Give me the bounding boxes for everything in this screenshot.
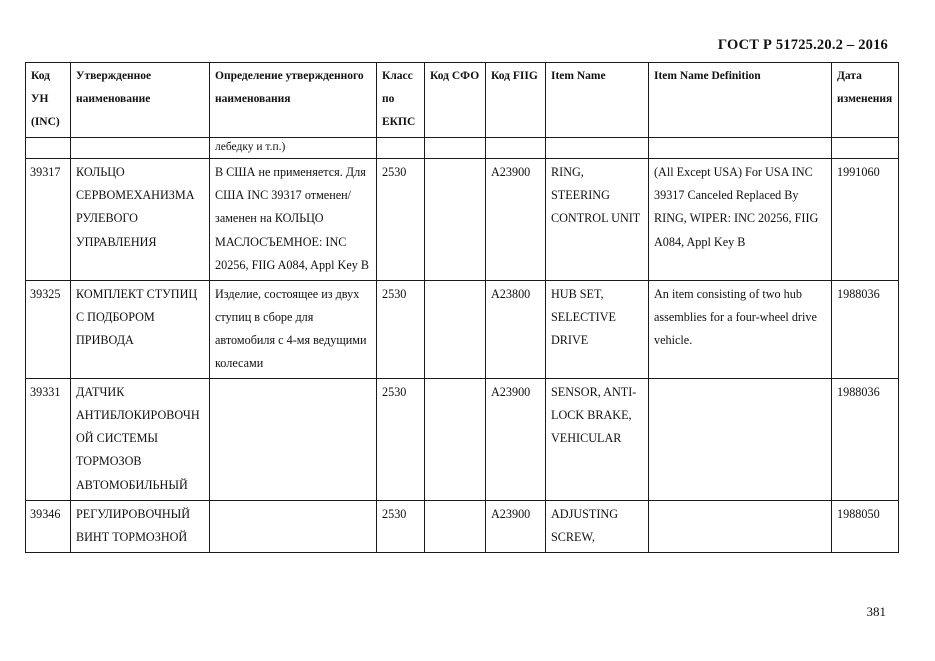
cell-change-date: 1988036 <box>832 280 899 378</box>
cell-empty <box>26 138 71 159</box>
cell-fiig-code: A23800 <box>486 280 546 378</box>
cell-code: 39317 <box>26 159 71 280</box>
cell-definition: В США не применяется. Для США INC 39317 отменен/заменен на КОЛЬЦО МАСЛОСЪЕМНОЕ: INC 20256, FIIG A084, Appl Key B <box>210 159 377 280</box>
cell-definition: лебедку и т.п.) <box>210 138 377 159</box>
cell-definition: Изделие, состоящее из двух ступиц в сборе для автомобиля с 4-мя ведущими колесами <box>210 280 377 378</box>
col-header-definition: Определение утвержденного наименования <box>210 63 377 138</box>
col-header-fiig-code: Код FIIG <box>486 63 546 138</box>
cell-approved-name: КОМПЛЕКТ СТУПИЦ С ПОДБОРОМ ПРИВОДА <box>71 280 210 378</box>
table-row <box>26 280 899 378</box>
cell-fiig-code: A23900 <box>486 500 546 552</box>
cell-change-date: 1991060 <box>832 159 899 280</box>
cell-item-name-definition <box>649 379 832 500</box>
cell-item-name: SENSOR, ANTI-LOCK BRAKE, VEHICULAR <box>546 379 649 500</box>
table-row <box>26 379 899 500</box>
cell-item-name-definition: (All Except USA) For USA INC 39317 Canceled Replaced By RING, WIPER: INC 20256, FIIG A084, Appl Key B <box>649 159 832 280</box>
col-header-code: Код УН (INC) <box>26 63 71 138</box>
cell-sfo-code <box>425 500 486 552</box>
table-row <box>26 159 899 280</box>
cell-sfo-code <box>425 379 486 500</box>
cell-approved-name: ДАТЧИК АНТИБЛОКИРОВОЧНОЙ СИСТЕМЫ ТОРМОЗОВ АВТОМОБИЛЬНЫЙ <box>71 379 210 500</box>
cell-ekps-class: 2530 <box>377 500 425 552</box>
cell-code: 39346 <box>26 500 71 552</box>
cell-sfo-code <box>425 159 486 280</box>
cell-empty <box>377 138 425 159</box>
cell-approved-name: КОЛЬЦО СЕРВОМЕХАНИЗМА РУЛЕВОГО УПРАВЛЕНИЯ <box>71 159 210 280</box>
col-header-change-date: Дата изменения <box>832 63 899 138</box>
cell-code: 39325 <box>26 280 71 378</box>
document-header: ГОСТ Р 51725.20.2 – 2016 <box>717 37 888 53</box>
cell-sfo-code <box>425 280 486 378</box>
cell-definition <box>210 500 377 552</box>
cell-fiig-code: A23900 <box>486 159 546 280</box>
col-header-item-name: Item Name <box>546 63 649 138</box>
registry-table <box>25 62 899 553</box>
cell-empty <box>832 138 899 159</box>
cell-empty <box>546 138 649 159</box>
cell-item-name-definition <box>649 500 832 552</box>
cell-fiig-code: A23900 <box>486 379 546 500</box>
col-header-approved-name: Утвержденное наименование <box>71 63 210 138</box>
cell-item-name: HUB SET, SELECTIVE DRIVE <box>546 280 649 378</box>
cell-definition <box>210 379 377 500</box>
cell-item-name: RING, STEERING CONTROL UNIT <box>546 159 649 280</box>
header-row <box>26 63 899 138</box>
cell-item-name-definition: An item consisting of two hub assemblies for a four-wheel drive vehicle. <box>649 280 832 378</box>
cell-empty <box>71 138 210 159</box>
cell-approved-name: РЕГУЛИРОВОЧНЫЙ ВИНТ ТОРМОЗНОЙ <box>71 500 210 552</box>
cell-code: 39331 <box>26 379 71 500</box>
col-header-item-name-definition: Item Name Definition <box>649 63 832 138</box>
cell-empty <box>486 138 546 159</box>
table-row <box>26 500 899 552</box>
cell-change-date: 1988036 <box>832 379 899 500</box>
continuation-row <box>26 138 899 159</box>
cell-item-name: ADJUSTING SCREW, <box>546 500 649 552</box>
cell-empty <box>425 138 486 159</box>
cell-ekps-class: 2530 <box>377 159 425 280</box>
col-header-ekps-class: Класс по ЕКПС <box>377 63 425 138</box>
cell-ekps-class: 2530 <box>377 280 425 378</box>
cell-change-date: 1988050 <box>832 500 899 552</box>
cell-empty <box>649 138 832 159</box>
cell-ekps-class: 2530 <box>377 379 425 500</box>
page-number: 381 <box>866 604 886 619</box>
col-header-sfo-code: Код СФО <box>425 63 486 138</box>
